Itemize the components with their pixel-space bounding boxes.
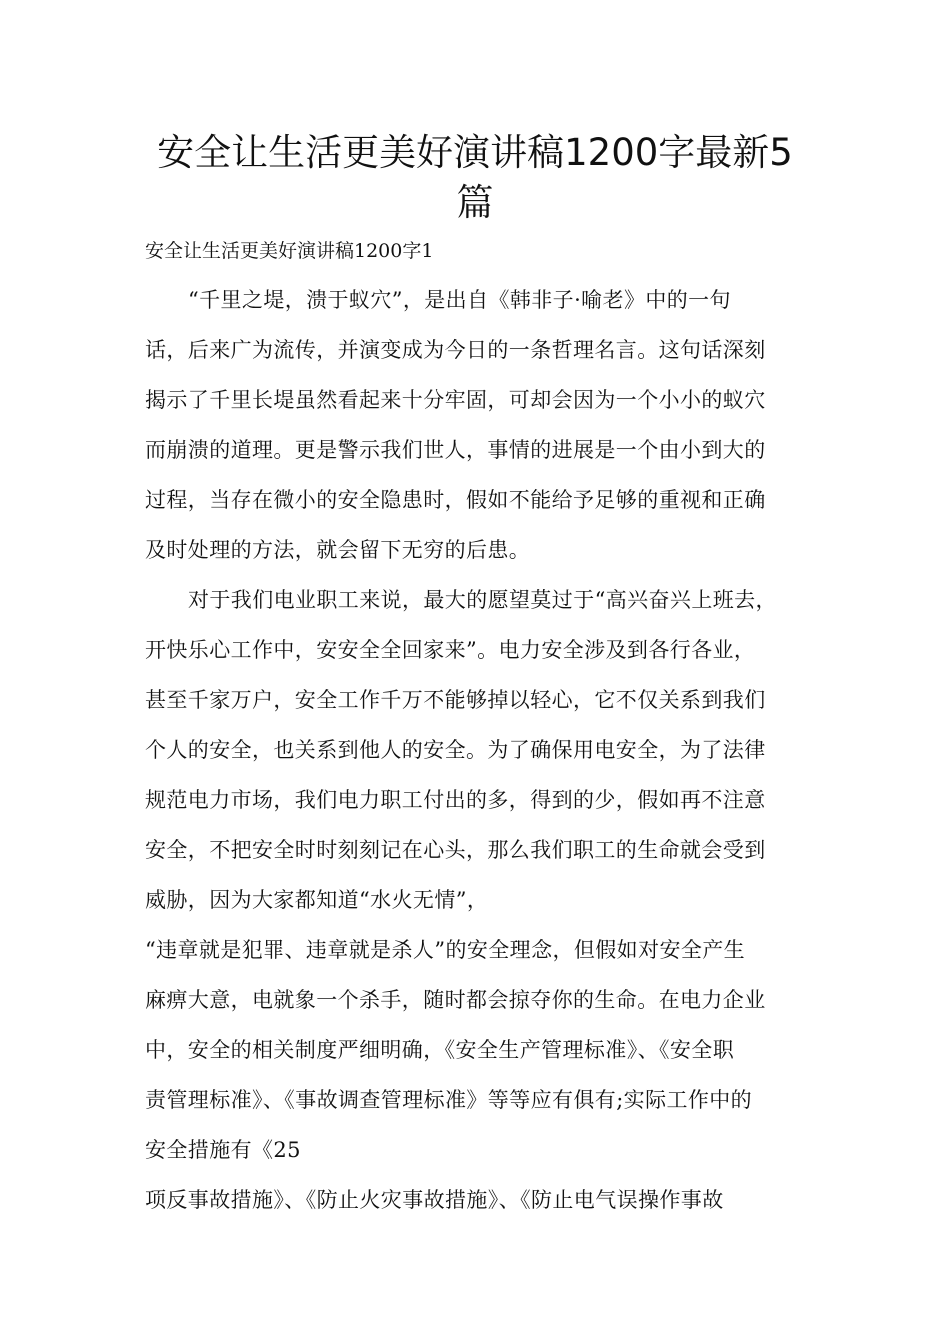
section-heading: 安全让生活更美好演讲稿1200字1 [145, 240, 434, 262]
body-line: “千里之堤，溃于蚁穴”，是出自《韩非子·喻老》中的一句 [188, 288, 731, 312]
body-line: 项反事故措施》、《防止火灾事故措施》、《防止电气误操作事故 [145, 1188, 724, 1212]
body-line: 对于我们电业职工来说，最大的愿望莫过于“高兴奋兴上班去， [188, 588, 777, 612]
body-line: 揭示了千里长堤虽然看起来十分牢固，可却会因为一个小小的蚁穴 [145, 388, 766, 412]
body-line: 话，后来广为流传，并演变成为今日的一条哲理名言。这句话深刻 [145, 338, 766, 362]
body-line: 安全，不把安全时时刻刻记在心头，那么我们职工的生命就会受到 [145, 838, 766, 862]
body-line: 及时处理的方法，就会留下无穷的后患。 [145, 538, 531, 562]
body-line: 过程，当存在微小的安全隐患时，假如不能给予足够的重视和正确 [145, 488, 766, 512]
body-line: 责管理标准》、《事故调查管理标准》等等应有俱有;实际工作中的 [145, 1088, 753, 1112]
body-line: 个人的安全，也关系到他人的安全。为了确保用电安全，为了法律 [145, 738, 766, 762]
body-line: 威胁，因为大家都知道“水火无情”， [145, 888, 489, 912]
body-line: “违章就是犯罪、违章就是杀人”的安全理念，但假如对安全产生 [145, 938, 746, 962]
title-line-2: 篇 [456, 181, 494, 224]
body-line: 甚至千家万户，安全工作千万不能够掉以轻心，它不仅关系到我们 [145, 688, 766, 712]
body-line: 而崩溃的道理。更是警示我们世人，事情的进展是一个由小到大的 [145, 438, 766, 462]
body-line: 中，安全的相关制度严细明确，《安全生产管理标准》、《安全职 [145, 1038, 735, 1062]
body-line: 安全措施有《25 [145, 1138, 301, 1162]
document-title [120, 128, 830, 228]
body-line: 规范电力市场，我们电力职工付出的多，得到的少，假如再不注意 [145, 788, 766, 812]
body-line: 开快乐心工作中，安安全全回家来”。电力安全涉及到各行各业， [145, 638, 756, 662]
title-line-1: 安全让生活更美好演讲稿1200字最新5 [157, 131, 793, 174]
body-line: 麻痹大意，电就象一个杀手，随时都会掠夺你的生命。在电力企业 [145, 988, 766, 1012]
